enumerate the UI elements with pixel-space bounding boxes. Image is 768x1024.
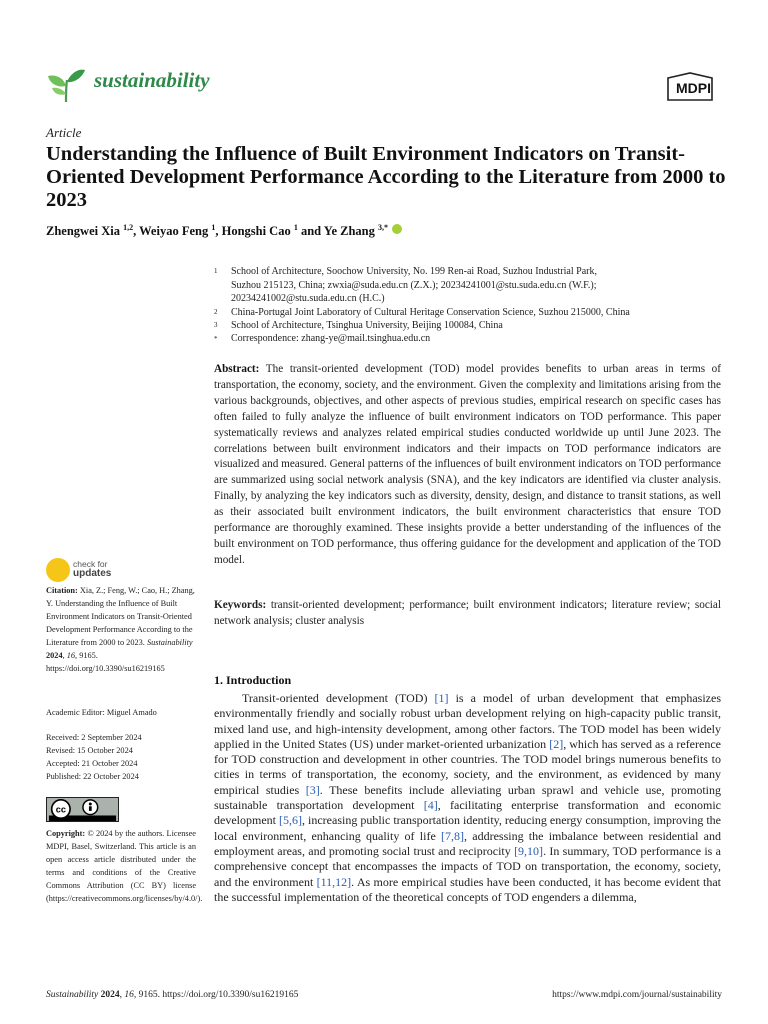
journal-name[interactable]: sustainability [94,68,210,92]
section-heading: 1. Introduction [214,673,292,687]
article-type: Article [46,125,82,140]
copyright-notice [46,827,203,905]
author-name[interactable]: Hongshi Cao [221,224,291,239]
intro-text: . As more empirical studies have been conducted, it has become evident that the successful implementation of the theoretical concepts of TOD engenders a dilemma, [214,874,721,904]
affiliation-line: Suzhou 215123, China; zwxia@suda.edu.cn (Z.X.); 20234241001@stu.suda.edu.cn (W.F.); [231,279,597,291]
orcid-icon[interactable] [392,224,402,234]
intro-text: . These benefits include alleviating urban sprawl and vehicle use, promoting sustainable transportation development [214,782,721,813]
author-name[interactable]: Weiyao Feng [139,224,209,239]
citation-doi[interactable]: , 9165. https://doi.org/10.3390/su16219165 [46,651,165,673]
accepted-date: Accepted: 21 October 2024 [46,759,138,768]
intro-text: . In summary, TOD performance is a comprehensive concept that encompasses the impacts of TOD on transportation, the economy, society, and the environment [214,843,721,889]
affiliation-number: 1 [214,267,218,275]
affiliation-number: 2 [214,308,218,316]
affiliations [0,265,768,345]
citation-link[interactable]: [7,8] [441,828,465,843]
copyright-label: Copyright: [46,829,86,838]
intro-text: , increasing public transportation identity, reducing energy consumption, improving the local environment, enhancing quality of life [214,813,721,843]
keywords-label: Keywords: [214,599,267,611]
abstract-label: Abstract: [214,363,260,375]
affiliation-text: China-Portugal Joint Laboratory of Cultural Heritage Conservation Science, Suzhou 215000, China [231,307,630,318]
citation-link[interactable]: [5,6] [279,813,302,828]
citation-link[interactable]: [4] [423,798,438,813]
citation-link[interactable]: [1] [434,691,449,705]
introduction-paragraph [214,691,721,905]
correspondence-email[interactable]: Correspondence: zhang-ye@mail.tsinghua.edu.cn [231,333,431,344]
citation-block: Citation: Xia, Z.; Feng, W.; Cao, H.; Zhang, Y. Understanding the Influence of Built Environment Indicators on Transit-Oriented Development Performance According to the Literature from 2000 to 2023. Sustainability 2024, 16, 9165. https://doi.org/10.3390/su16219165 [46,586,195,673]
article-title: Understanding the Influence of Built Environment Indicators on Transit-Oriented Development Performance According to the Literature from 2000 to 2023 [46,143,726,211]
author-name[interactable]: Ye Zhang [323,224,375,239]
revised-date: Revised: 15 October 2024 [46,746,133,755]
received-date: Received: 2 September 2024 [46,733,142,742]
citation-link[interactable]: [9,10] [514,843,544,858]
intro-text: , facilitating enterprise transformation and economic development [214,798,722,828]
citation-year: 2024 [46,651,63,660]
author-affiliation-sup: 1,2 [123,223,134,232]
author-list: Zhengwei Xia $^{1,2}$, Weiyao Feng $^1$, Hongshi Cao $^1$ and Ye Zhang $^{3,*}$ [46,223,726,239]
published-date: Published: 22 October 2024 [46,772,139,781]
author-name[interactable]: Zhengwei Xia [46,224,120,239]
publisher-name: MDPI [676,80,711,96]
citation-link[interactable]: [2] [549,736,564,751]
intro-text: , addressing the imbalance between residential and employment areas, and promoting social trust and reciprocity [214,828,721,858]
citation-text: Xia, Z.; Feng, W.; Cao, H.; Zhang, Y. Understanding the Influence of Built Environment Indicators on Transit-Oriented Development Performance According to the Literature from 2000 to 2023. [46,586,195,647]
footer-year: 2024 [100,990,120,1000]
author-affiliation-sup: 1 [293,223,298,232]
affiliation-line: School of Architecture, Soochow University, No. 199 Ren-ai Road, Suzhou Industrial Park, [231,266,597,277]
copyright-text: © 2024 by the authors. Licensee MDPI, Basel, Switzerland. This article is an open access article distributed under the terms and conditions of the Creative Commons Attribution (CC BY) license (https://creativecommons.org/licenses/by/4.0/). [46,829,203,903]
footer-volume: 16 [124,990,134,1000]
check-updates-icon [46,558,70,582]
affiliation-line: 20234241002@stu.suda.edu.cn (H.C.) [231,293,385,305]
author-affiliation-sup: 3,* [377,223,388,232]
abstract [214,362,721,569]
affiliation-number: * [214,335,218,343]
keywords-text: transit-oriented development; performance; built environment indicators; literature review; social network analysis; cluster analysis [214,599,721,627]
citation-journal: Sustainability [146,638,193,647]
citation-label: Citation: [46,586,78,595]
citation-link[interactable]: [3] [305,782,320,797]
cc-by-license-icon[interactable] [46,797,119,822]
affiliation-text: School of Architecture, Tsinghua University, Beijing 100084, China [231,320,503,331]
footer-journal-url[interactable]: https://www.mdpi.com/journal/sustainability [552,990,722,1000]
keywords [214,598,721,630]
footer-journal: Sustainability [46,990,99,1000]
affiliation-text [231,265,731,306]
publication-dates [46,731,196,783]
citation-link[interactable]: [11,12] [316,874,352,889]
academic-editor: Academic Editor: Miguel Amado [46,708,157,717]
abstract-text: The transit-oriented development (TOD) model provides benefits to urban areas in terms of transportation, the economy, society, and the environment. Given the complexity and limitations arising from the various backgrounds, objectives, and other aspects of previous studies, empirical research on specific cases has often failed to fully analyze the influence of built environment indicators on TOD performance. This paper systematically reviews and analyzes related empirical studies conducted worldwide up until June 2023. The correlations between built environment indicators and their impacts on TOD performance indicators are visualized and measured. General patterns of the influences of built environment indicators on TOD performance are summarized using social network analysis (SNA), and the key indicators are identified via cluster analysis. Finally, by analyzing the key indicators such as diversity, density, design, and distance to transit stations, as well as their associated built environment indicators, the built environment characteristics that ensure TOD performance are thoroughly examined. These insights provide a better understanding of the influences of the built environment on TOD performance, thus offering guidance for the development and application of the TOD model. [214,363,721,566]
check-updates-label: check for [73,559,108,569]
citation-volume: 16 [66,651,76,660]
footer-doi-link[interactable]: , 9165. https://doi.org/10.3390/su16219165 [133,990,299,1000]
author-affiliation-sup: 1 [211,223,216,232]
intro-text: Transit-oriented development (TOD) [242,691,435,705]
cc-badge-text: cc [55,804,66,815]
check-updates-label: updates [73,568,112,579]
affiliation-number: 3 [214,321,218,329]
intro-text: , which has served as a reference for TOD construction and development in other countries. The TOD model brings numerous benefits to cities in terms of transportation, the economy, society, and the environment, as evidenced by many empirical studies [214,736,721,797]
intro-text: is a model of urban development that emphasizes environmentally friendly and socially robust urban development relying on high-capacity public transit, mixed land use, and high-intensity development, among other factors. The TOD model has been widely applied in the United States (US) under market-oriented urbanization [214,691,721,751]
footer-citation: Sustainability 2024, 16, 9165. https://doi.org/10.3390/su16219165 [46,990,299,1000]
check-for-updates-button[interactable] [46,558,156,582]
journal-leaf-logo-icon [46,66,86,104]
